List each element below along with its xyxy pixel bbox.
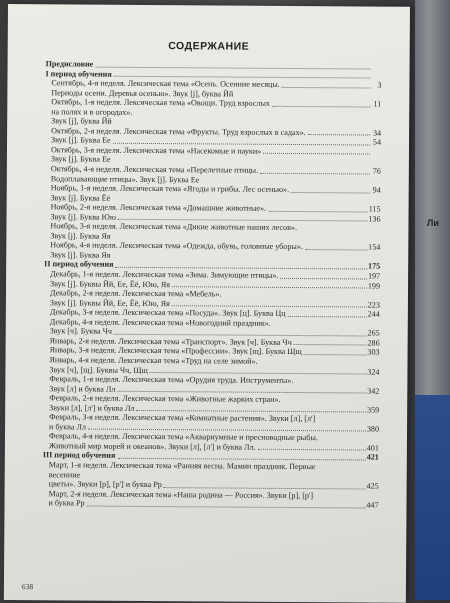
toc-entry-text: Животный мир морей и океанов». Звуки [л], [л'] и буква Лл. xyxy=(49,441,256,452)
table-of-contents xyxy=(42,59,381,510)
toc-entry-text: цветы». Звуки [р], [р'] и буква Рр xyxy=(49,479,162,489)
adjacent-book-text: Ли xyxy=(427,218,439,228)
toc-entry-text: Звук [j]. Буква Ее xyxy=(51,155,111,165)
toc-entry-text: I период обучения xyxy=(45,69,111,79)
toc-entry-text: Март, 2-я неделя. Лексическая тема «Наша родина — Россия». Звуки [р], [р'] xyxy=(49,489,314,500)
toc-entry-text: Ноябрь, 3-я неделя. Лексическая тема «Дикие животные наших лесов». xyxy=(50,222,297,233)
toc-entry-text: Декабрь, 3-я неделя. Лексическая тема «Посуда». Звук [ц]. Буква Цц xyxy=(50,308,286,319)
toc-entry-text: Звук [j], буква Йй xyxy=(51,117,112,127)
toc-entry-text: Октябрь, 1-я неделя. Лексическая тема «Овощи. Труд взрослых xyxy=(51,97,270,108)
adjacent-book xyxy=(415,0,450,600)
toc-entry-text: Звук [j]. Буквы Йй, Ее, Ёё, Юю, Яя xyxy=(50,298,170,308)
toc-page-number: 115 xyxy=(369,205,381,215)
toc-entry-text: Ноябрь, 1-я неделя. Лексическая тема «Ягоды и грибы. Лес осенью». xyxy=(51,183,289,194)
toc-leader-dots xyxy=(288,316,367,318)
page-number: 638 xyxy=(22,582,33,591)
toc-entry-text: Январь, 4-я неделя. Лексическая тема «Труд на селе зимой». xyxy=(49,355,257,366)
toc-leader-dots xyxy=(263,153,370,155)
toc-entry-text: Февраль, 4-я неделя. Лексическая тема «Аквариумные и пресноводные рыбы. xyxy=(49,432,318,443)
toc-leader-dots xyxy=(272,106,370,108)
toc-leader-dots xyxy=(172,286,367,288)
toc-leader-dots xyxy=(87,505,366,508)
toc-page-number: 401 xyxy=(367,443,379,453)
toc-page-number: 54 xyxy=(371,138,381,148)
toc-entry-text: Январь, 3-я неделя. Лексическая тема «Профессии». Звук [щ]. Буква Щщ xyxy=(50,346,302,357)
toc-leader-dots xyxy=(172,305,367,307)
toc-leader-dots xyxy=(294,344,367,346)
toc-entry-text: Сентябрь, 4-я неделя. Лексическая тема «Осень. Осенние месяцы. xyxy=(51,78,279,89)
toc-entry-text: Звук [ч], [щ]. Буквы Чч, Щщ xyxy=(49,365,147,375)
toc-entry-text: Водоплавающие птицы». Звук [j]. Буква Ее xyxy=(51,174,200,185)
toc-leader-dots xyxy=(150,372,367,375)
book-page xyxy=(4,4,410,603)
toc-leader-dots xyxy=(136,410,366,413)
toc-entry-text: Звук [л] и буква Лл xyxy=(49,384,115,394)
toc-entry-text: Октябрь, 3-я неделя. Лексическая тема «Насекомые и пауки» xyxy=(51,145,261,156)
toc-entry-text: Февраль, 3-я неделя. Лексическая тема «Комнатные растения». Звуки [л], [л'] xyxy=(49,413,315,424)
toc-page-number: 199 xyxy=(368,281,380,291)
toc-page-number: 359 xyxy=(367,405,379,415)
toc-leader-dots xyxy=(268,211,368,213)
toc-leader-dots xyxy=(280,277,366,279)
toc-page-number: 244 xyxy=(368,310,380,320)
toc-entry-text: Ноябрь, 4-я неделя. Лексическая тема «Одежда, обувь, головные уборы». xyxy=(50,241,303,252)
toc-page-number: 286 xyxy=(367,338,379,348)
toc-entry-text: Октябрь, 4-я неделя. Лексическая тема «Перелетные птицы. xyxy=(51,164,258,175)
toc-entry-text: Звук [j]. Буква Ёё xyxy=(51,193,111,203)
toc-page-number: 303 xyxy=(367,348,379,358)
toc-leader-dots xyxy=(282,87,371,89)
toc-page-number: 154 xyxy=(368,243,380,253)
toc-leader-dots xyxy=(305,249,367,250)
toc-page-number: 425 xyxy=(366,482,378,492)
toc-entry-text: Звук [j]. Буква Яя xyxy=(50,250,110,260)
toc-entry-text: Декабрь, 4-я неделя. Лексическая тема «Новогодний праздник». xyxy=(50,317,271,328)
toc-leader-dots xyxy=(164,487,366,489)
toc-entry-text: на полях и в огородах». xyxy=(51,107,132,117)
toc-entry-text: Декабрь, 1-я неделя. Лексическая тема «Зима. Зимующие птицы». xyxy=(50,269,278,280)
toc-page-number: 76 xyxy=(371,167,381,177)
toc-page-number: 421 xyxy=(367,453,379,463)
toc-page-number: 223 xyxy=(368,300,380,310)
toc-page-number: 136 xyxy=(368,214,380,224)
adjacent-book-cover xyxy=(415,395,450,600)
toc-entry-text: III период обучения xyxy=(43,451,116,461)
toc-entry-text: Январь, 2-я неделя. Лексическая тема «Транспорт». Звук [ч]. Буква Чч xyxy=(50,336,292,347)
toc-entry-text: Октябрь, 2-я неделя. Лексическая тема «Фрукты. Труд взрослых в садах». xyxy=(51,126,306,137)
toc-entry-text: Предисловие xyxy=(46,59,94,69)
toc-page-number: 324 xyxy=(367,367,379,377)
toc-entry-text: Декабрь, 2-я неделя. Лексическая тема «Мебель». xyxy=(50,288,222,299)
toc-page-number: 447 xyxy=(366,501,378,511)
toc-page-number: 3 xyxy=(371,81,381,91)
toc-entry-text: Звуки [л], [л'] и буква Лл xyxy=(49,403,134,413)
toc-entry-text: Звук [j]. Буква Ее xyxy=(51,136,111,146)
toc-page-number: 197 xyxy=(368,272,380,282)
toc-page-number: 11 xyxy=(371,100,381,110)
toc-entry-text: Ноябрь, 2-я неделя. Лексическая тема «Домашние животные». xyxy=(51,203,267,214)
toc-entry-text: Звук [j]. Буквы Йй, Ее, Ёё, Юю, Яя xyxy=(50,279,170,289)
toc-entry-text: Март, 1-я неделя. Лексическая тема «Ранняя весна. Мамин праздник. Первые xyxy=(49,460,316,471)
toc-leader-dots xyxy=(291,192,370,194)
toc-page-number: 380 xyxy=(367,424,379,434)
toc-page-number: 94 xyxy=(371,186,381,196)
toc-entry xyxy=(42,498,378,510)
toc-entry-text: Звук [j]. Буква Яя xyxy=(50,231,110,241)
toc-page-number: 34 xyxy=(371,128,381,138)
toc-entry-text: и буква Лл xyxy=(49,422,86,432)
toc-leader-dots xyxy=(308,134,370,135)
toc-page-number: 175 xyxy=(368,262,380,272)
toc-entry-text: Периоды осени. Деревья осенью». Звук [j], буква Йй xyxy=(51,88,233,99)
toc-leader-dots xyxy=(304,354,367,355)
toc-entry-text: весенние xyxy=(49,470,81,480)
toc-entry-text: Звук [j]. Буква Юю xyxy=(50,212,115,222)
toc-page-number: 265 xyxy=(368,329,380,339)
toc-entry-text: Звук [ч]. Буква Чч xyxy=(50,327,112,337)
toc-entry-text: и буква Рр xyxy=(48,498,84,508)
toc-leader-dots xyxy=(260,172,370,174)
toc-page-number: 342 xyxy=(367,386,379,396)
toc-leader-dots xyxy=(258,449,366,451)
page-title: СОДЕРЖАНИЕ xyxy=(8,39,410,54)
toc-entry-text: II период обучения xyxy=(44,260,113,270)
toc-entry-text: Февраль, 1-я неделя. Лексическая тема «Орудия труда. Инструменты». xyxy=(49,374,293,385)
toc-entry-text: Февраль, 2-я неделя. Лексическая тема «Животные жарких стран». xyxy=(49,393,280,404)
